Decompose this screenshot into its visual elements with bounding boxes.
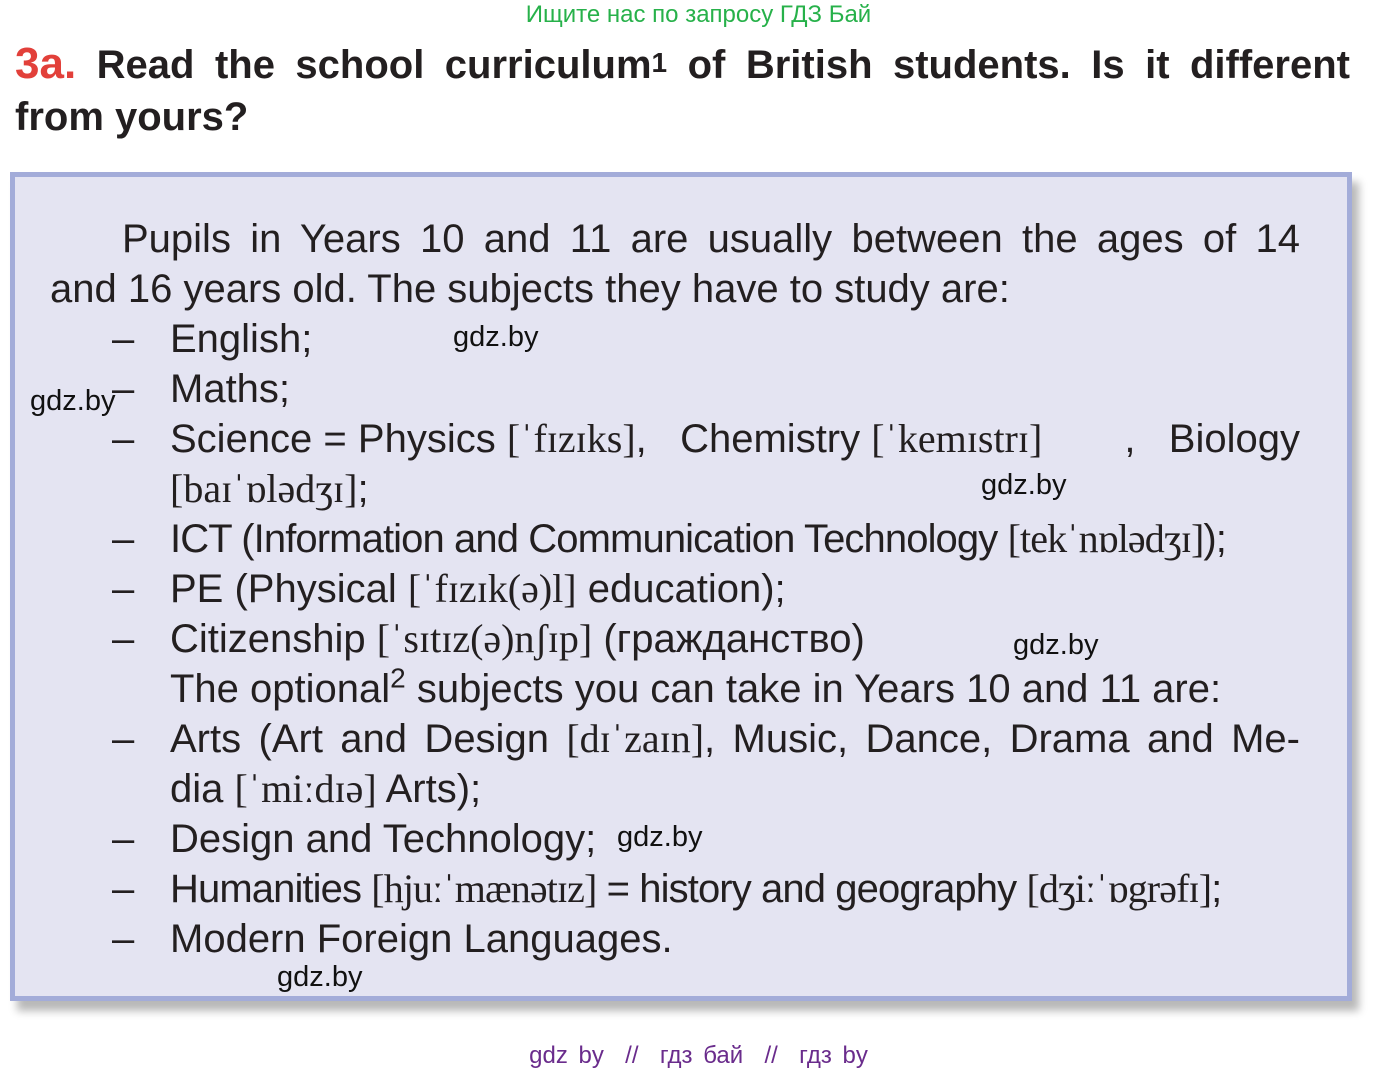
citizenship-text: Citizenship — [170, 617, 377, 661]
subject-science — [170, 414, 1300, 464]
watermark: gdz.by — [1013, 629, 1099, 661]
watermark: gdz.by — [453, 321, 539, 353]
bottom-note: gdz by // гдз бай // гдз by — [529, 1042, 868, 1069]
science-end: ; — [357, 467, 369, 511]
list-dash: – — [112, 817, 135, 861]
heading-footnote: 1 — [651, 47, 668, 78]
list-dash: – — [112, 317, 135, 361]
arts-text-d: Arts); — [376, 767, 482, 811]
subject-humanities — [170, 864, 1221, 914]
optional-text-after: subjects you can take in Years 10 and 11 are: — [405, 667, 1222, 711]
intro-line-2: and 16 years old. The subjects they have to study are: — [50, 267, 1010, 311]
optional-intro — [170, 664, 1221, 714]
citizenship-transcription: [ˈsɪtɪz(ə)nʃɪp] — [376, 616, 593, 661]
optional-text-before: The optional — [170, 667, 391, 711]
subject-pe — [170, 564, 786, 614]
subject-design-technology: Design and Technology; — [170, 817, 597, 861]
subject-science-cont — [170, 464, 369, 514]
humanities-text: Humanities — [170, 867, 372, 911]
watermark: gdz.by — [277, 961, 363, 993]
exercise-number: 3a. — [15, 39, 77, 88]
subject-arts-cont — [170, 764, 481, 814]
ict-text: ICT (Information and Communication Technology — [170, 517, 1008, 561]
subject-arts — [170, 714, 1300, 764]
list-dash: – — [112, 517, 135, 561]
list-dash: – — [112, 417, 135, 461]
intro-line-1: Pupils in Years 10 and 11 are usually between the ages of 14 — [122, 217, 1300, 261]
arts-text-b: , Music, Dance, Drama and Me- — [704, 717, 1300, 761]
arts-text-c: dia — [170, 767, 235, 811]
heading-text-before: Read the school curriculum — [96, 43, 652, 87]
science-label: Science = Physics — [170, 417, 507, 461]
list-dash: – — [112, 717, 135, 761]
biology-transcription: [baɪˈɒlədʒɪ] — [170, 466, 358, 511]
chemistry-label: , Chemistry — [635, 417, 872, 461]
subject-citizenship — [170, 614, 865, 664]
pe-end: education); — [576, 567, 786, 611]
humanities-transcription: [hjuːˈmænətɪz] — [371, 866, 597, 911]
heading-text-after: of British students. Is it different from yours? — [15, 43, 1350, 139]
watermark: gdz.by — [30, 385, 116, 417]
list-dash: – — [112, 567, 135, 611]
media-transcription: [ˈmiːdɪə] — [234, 766, 377, 811]
watermark: gdz.by — [981, 469, 1067, 501]
optional-footnote: 2 — [390, 662, 406, 694]
list-dash: – — [112, 917, 135, 961]
humanities-mid: = history and geography — [596, 867, 1027, 911]
pe-text: PE (Physical — [170, 567, 408, 611]
subject-ict — [170, 514, 1226, 564]
subject-english: English; — [170, 317, 313, 361]
humanities-end: ; — [1211, 867, 1222, 911]
pe-transcription: [ˈfɪzɪk(ə)l] — [407, 566, 577, 611]
subject-mfl: Modern Foreign Languages. — [170, 917, 673, 961]
physics-transcription: [ˈfɪzɪks] — [506, 416, 636, 461]
watermark: gdz.by — [617, 821, 703, 853]
ict-end: ); — [1203, 517, 1226, 561]
chemistry-transcription: [ˈkemɪstrɪ] — [871, 416, 1043, 461]
list-dash: – — [112, 867, 135, 911]
citizenship-end: (гражданство) — [592, 617, 865, 661]
exercise-heading — [15, 38, 1350, 143]
subject-maths: Maths; — [170, 367, 291, 411]
geography-transcription: [dʒiːˈɒgrəfɪ] — [1026, 866, 1212, 911]
list-dash: – — [112, 617, 135, 661]
list-dash: – — [112, 367, 135, 411]
arts-text-a: Arts (Art and Design — [170, 717, 567, 761]
top-note: Ищите нас по запросу ГДЗ Бай — [525, 1, 872, 28]
ict-transcription: [tekˈnɒlədʒɪ] — [1007, 516, 1204, 561]
design-transcription: [dɪˈzaɪn] — [566, 716, 705, 761]
biology-label: , Biology — [1124, 417, 1300, 461]
